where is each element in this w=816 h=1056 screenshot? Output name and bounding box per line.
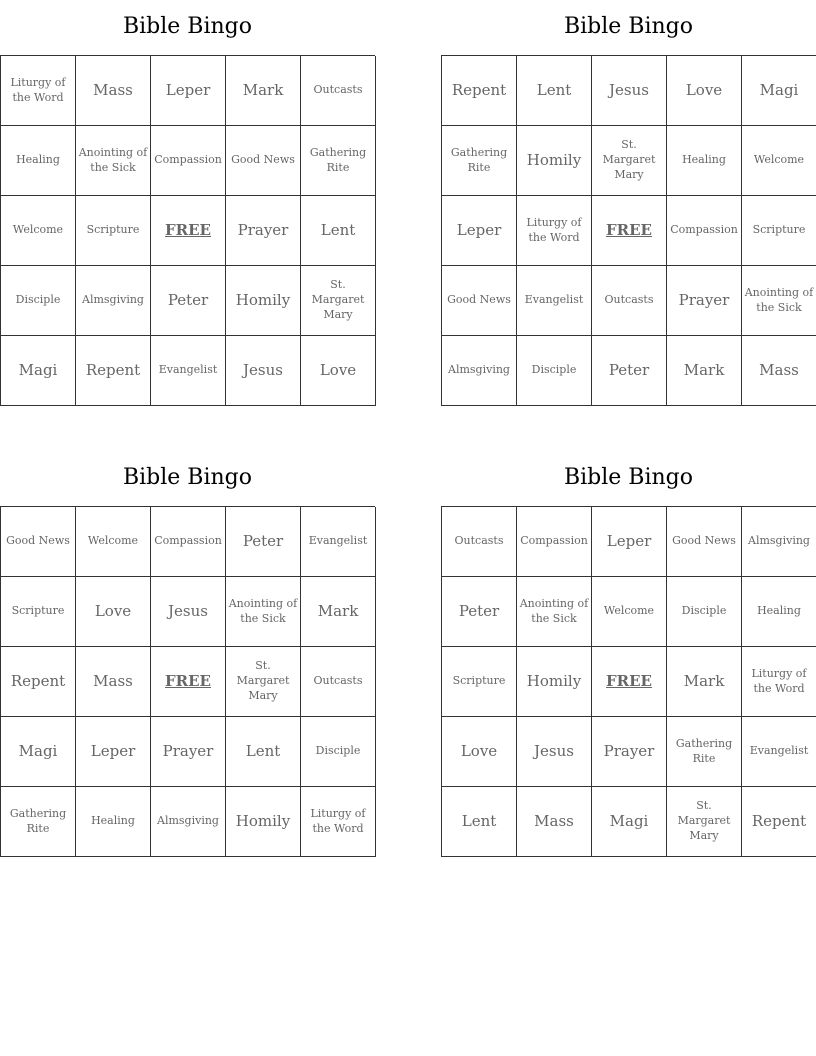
bingo-cell: Gathering Rite	[1, 787, 76, 857]
bingo-cell: Lent	[442, 787, 517, 857]
bingo-cell: Anointing of the Sick	[76, 126, 151, 196]
bingo-cell: Outcasts	[301, 56, 376, 126]
bingo-cell: Magi	[742, 56, 816, 126]
bingo-cell: Liturgy of the Word	[742, 647, 816, 717]
bingo-cell: Evangelist	[517, 266, 592, 336]
bingo-cell: Scripture	[742, 196, 816, 266]
bingo-cell: Scripture	[442, 647, 517, 717]
bingo-grid	[441, 506, 816, 857]
free-space: FREE	[592, 196, 667, 266]
bingo-cell: Scripture	[1, 577, 76, 647]
bingo-cell: Disciple	[517, 336, 592, 406]
free-space: FREE	[592, 647, 667, 717]
bingo-cell: Gathering Rite	[667, 717, 742, 787]
bingo-cell: Homily	[226, 266, 301, 336]
bingo-cell: Liturgy of the Word	[301, 787, 376, 857]
bingo-cell: Gathering Rite	[301, 126, 376, 196]
bingo-cell: Healing	[1, 126, 76, 196]
bingo-cell: Almsgiving	[742, 507, 816, 577]
bingo-cell: Lent	[226, 717, 301, 787]
bingo-cell: Almsgiving	[76, 266, 151, 336]
bingo-cell: Mark	[667, 336, 742, 406]
bingo-grid	[0, 55, 375, 406]
bingo-cell: Mass	[76, 56, 151, 126]
bingo-cell: Disciple	[667, 577, 742, 647]
bingo-cell: Good News	[667, 507, 742, 577]
bingo-cell: Disciple	[301, 717, 376, 787]
bingo-cell: Prayer	[667, 266, 742, 336]
bingo-grid	[441, 55, 816, 406]
bingo-cell: Liturgy of the Word	[517, 196, 592, 266]
bingo-cell: Leper	[442, 196, 517, 266]
bingo-cell: Compassion	[667, 196, 742, 266]
bingo-cell: Anointing of the Sick	[742, 266, 816, 336]
bingo-cell: Jesus	[592, 56, 667, 126]
bingo-cell: Leper	[592, 507, 667, 577]
bingo-cell: Evangelist	[301, 507, 376, 577]
bingo-cell: Love	[442, 717, 517, 787]
bingo-cell: Homily	[517, 126, 592, 196]
bingo-cell: Outcasts	[592, 266, 667, 336]
bingo-cell: Love	[76, 577, 151, 647]
bingo-cell: Repent	[742, 787, 816, 857]
bingo-card-4	[441, 451, 816, 857]
bingo-cell: Healing	[667, 126, 742, 196]
bingo-cell: Good News	[442, 266, 517, 336]
bingo-cell: Repent	[1, 647, 76, 717]
bingo-cell: Anointing of the Sick	[517, 577, 592, 647]
bingo-cell: Gathering Rite	[442, 126, 517, 196]
bingo-cell: Evangelist	[742, 717, 816, 787]
bingo-cell: Mass	[76, 647, 151, 717]
bingo-cell: Scripture	[76, 196, 151, 266]
bingo-cell: St. Margaret Mary	[592, 126, 667, 196]
free-space: FREE	[151, 647, 226, 717]
bingo-card-1	[0, 0, 375, 406]
bingo-cell: Healing	[76, 787, 151, 857]
bingo-cell: Homily	[517, 647, 592, 717]
bingo-cell: Leper	[76, 717, 151, 787]
bingo-cell: Mark	[301, 577, 376, 647]
bingo-cell: Leper	[151, 56, 226, 126]
bingo-cell: Magi	[1, 717, 76, 787]
bingo-cell: Welcome	[76, 507, 151, 577]
bingo-cell: Good News	[226, 126, 301, 196]
bingo-cell: Peter	[151, 266, 226, 336]
bingo-cell: Lent	[301, 196, 376, 266]
bingo-cell: Jesus	[151, 577, 226, 647]
bingo-cell: Outcasts	[442, 507, 517, 577]
bingo-cell: Almsgiving	[151, 787, 226, 857]
bingo-card-2	[441, 0, 816, 406]
bingo-cell: St. Margaret Mary	[301, 266, 376, 336]
bingo-cell: Outcasts	[301, 647, 376, 717]
bingo-cell: Prayer	[592, 717, 667, 787]
bingo-cell: Magi	[592, 787, 667, 857]
bingo-cell: Compassion	[151, 126, 226, 196]
bingo-cell: Mark	[667, 647, 742, 717]
bingo-cell: Prayer	[226, 196, 301, 266]
bingo-cell: Lent	[517, 56, 592, 126]
bingo-cell: Evangelist	[151, 336, 226, 406]
bingo-cell: Disciple	[1, 266, 76, 336]
card-title: Bible Bingo	[563, 14, 694, 39]
bingo-card-3	[0, 451, 375, 857]
bingo-cell: Homily	[226, 787, 301, 857]
bingo-cell: Jesus	[517, 717, 592, 787]
bingo-cell: Welcome	[742, 126, 816, 196]
bingo-cell: Repent	[442, 56, 517, 126]
bingo-cell: Peter	[592, 336, 667, 406]
card-title: Bible Bingo	[122, 14, 253, 39]
card-title: Bible Bingo	[563, 465, 694, 490]
bingo-cell: Prayer	[151, 717, 226, 787]
bingo-cell: St. Margaret Mary	[667, 787, 742, 857]
bingo-cell: Compassion	[517, 507, 592, 577]
bingo-cell: Mass	[517, 787, 592, 857]
bingo-cell: Compassion	[151, 507, 226, 577]
bingo-cell: Peter	[226, 507, 301, 577]
free-space: FREE	[151, 196, 226, 266]
card-title: Bible Bingo	[122, 465, 253, 490]
bingo-cell: Love	[301, 336, 376, 406]
bingo-cell: Almsgiving	[442, 336, 517, 406]
bingo-cell: Repent	[76, 336, 151, 406]
bingo-cell: Healing	[742, 577, 816, 647]
bingo-cell: St. Margaret Mary	[226, 647, 301, 717]
bingo-cell: Anointing of the Sick	[226, 577, 301, 647]
bingo-cell: Mass	[742, 336, 816, 406]
bingo-cell: Liturgy of the Word	[1, 56, 76, 126]
bingo-cell: Love	[667, 56, 742, 126]
bingo-cell: Magi	[1, 336, 76, 406]
bingo-cell: Welcome	[592, 577, 667, 647]
bingo-cell: Good News	[1, 507, 76, 577]
bingo-cell: Mark	[226, 56, 301, 126]
bingo-cell: Welcome	[1, 196, 76, 266]
bingo-grid	[0, 506, 375, 857]
bingo-cell: Jesus	[226, 336, 301, 406]
bingo-cell: Peter	[442, 577, 517, 647]
